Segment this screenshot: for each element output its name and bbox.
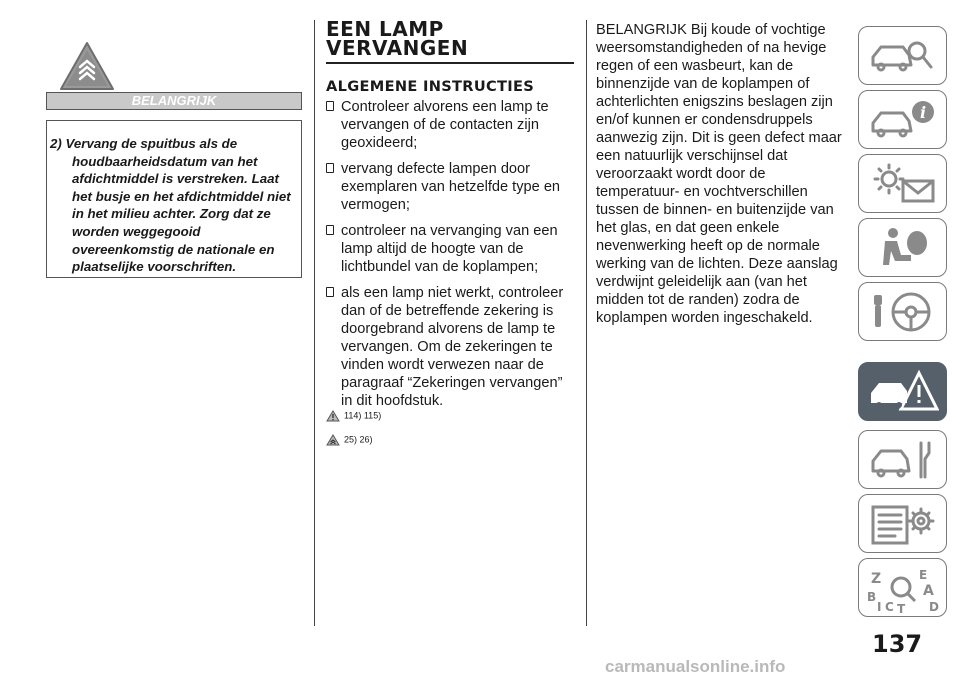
- svg-text:D: D: [929, 600, 939, 614]
- list-item: [326, 98, 576, 152]
- airbag-passenger-icon: [867, 225, 939, 271]
- list-item: [326, 222, 576, 276]
- important-text: [50, 135, 298, 276]
- checkbox-bullet-icon: [326, 101, 334, 111]
- svg-text:C: C: [885, 600, 894, 614]
- steering-wheel-key-icon: [867, 289, 939, 335]
- column-divider: [314, 20, 315, 626]
- warning-triangle-icon: [326, 410, 340, 422]
- environment-warning-icon: [58, 40, 116, 92]
- svg-text:i: i: [919, 103, 927, 122]
- section-subtitle: ALGEMENE INSTRUCTIES: [326, 78, 535, 95]
- svg-text:I: I: [877, 600, 882, 614]
- car-search-icon: [867, 33, 939, 79]
- important-header: BELANGRIJK: [46, 92, 302, 110]
- instruction-list: [326, 98, 576, 421]
- tab-car-search[interactable]: [858, 26, 947, 85]
- svg-text:E: E: [919, 568, 928, 582]
- section-title: [326, 17, 574, 60]
- page-number: 137: [872, 630, 923, 658]
- checkbox-bullet-icon: [326, 163, 334, 173]
- list-item: [326, 160, 576, 214]
- car-service-tools-icon: [867, 437, 939, 483]
- list-item-text: als een lamp niet werkt, controleer dan of de betreffende zekering is doorgebrand alvorens de lamp te vervangen. Om de zekeringen te vinden wordt verwezen naar de paragraaf “Zekeringen vervangen” in dit hoofdstuk.: [341, 285, 564, 409]
- svg-text:A: A: [923, 583, 934, 599]
- svg-text:Z: Z: [871, 571, 882, 587]
- specifications-gear-icon: [867, 501, 939, 547]
- section-title-line1: EEN LAMP: [326, 17, 444, 41]
- column-divider: [586, 20, 587, 626]
- environment-icon: [326, 434, 340, 446]
- svg-text:T: T: [897, 602, 906, 615]
- tab-safety[interactable]: [858, 218, 947, 277]
- list-item-text: controleer na vervanging van een lamp altijd de hoogte van de lichtbundel van de koplampen;: [341, 223, 558, 275]
- tab-specifications[interactable]: [858, 494, 947, 553]
- title-underline: [326, 62, 574, 64]
- tab-starting-driving[interactable]: [858, 282, 947, 341]
- watermark: carmanualsonline.info: [605, 657, 786, 676]
- important-item: 2) Vervang de spuitbus als de houdbaarheidsdatum van het afdichtmiddel is verstreken. Laat het busje en het afdichtmiddel niet in het milieu achter. Zorg dat ze worden weggegooid overeenkomstig de nationale en plaatselijke voorschriften.: [50, 136, 291, 275]
- list-item: [326, 284, 576, 410]
- condensation-note: BELANGRIJK Bij koude of vochtige weersomstandigheden of na hevige regen of een wasbeurt, kan de binnenzijde van de koplampen of achterlichten enigszins beslagen zijn en/of kunnen er condensdruppels aanwezig zijn. Dit is geen defect maar een natuurlijk verschijnsel dat veroorzaakt wordt door de temperatuur- en vochtverschillen tussen de binnen- en buitenzijde van het glas, en dat geen enkele nevenwerking heeft op de normale werking van de lichten. Deze aanslag verdwijnt geleidelijk aan (van het midden tot de randen) zodra de koplampen worden ingeschakeld.: [596, 22, 842, 326]
- tab-warning-lights[interactable]: [858, 154, 947, 213]
- warning-reference: [326, 410, 381, 422]
- alphabet-index-icon: [867, 565, 939, 615]
- environment-reference-text[interactable]: 25) 26): [344, 434, 373, 445]
- tab-maintenance[interactable]: [858, 430, 947, 489]
- warning-light-message-icon: [867, 161, 939, 207]
- tab-emergency[interactable]: [858, 362, 947, 421]
- tab-car-info[interactable]: [858, 90, 947, 149]
- list-item-text: vervang defecte lampen door exemplaren van hetzelfde type en vermogen;: [341, 161, 561, 213]
- checkbox-bullet-icon: [326, 225, 334, 235]
- car-emergency-icon: [867, 369, 939, 415]
- checkbox-bullet-icon: [326, 287, 334, 297]
- environment-reference: [326, 434, 373, 446]
- tab-index[interactable]: [858, 558, 947, 617]
- section-title-line2: VERVANGEN: [326, 36, 469, 60]
- list-item-text: Controleer alvorens een lamp te vervangen of de contacten zijn geoxideerd;: [341, 99, 549, 151]
- svg-text:B: B: [867, 590, 877, 604]
- warning-reference-text[interactable]: 114) 115): [344, 410, 382, 421]
- car-info-icon: [867, 97, 939, 143]
